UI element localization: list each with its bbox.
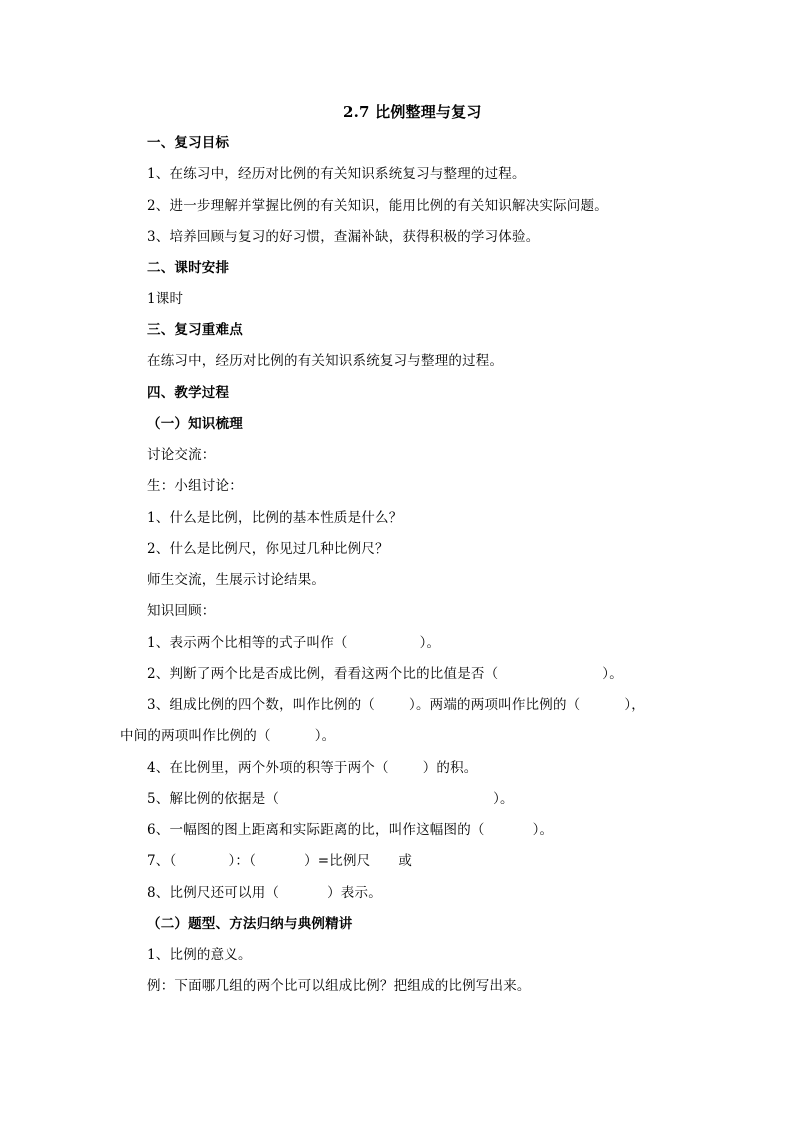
fill-text: ）， bbox=[624, 697, 646, 713]
goal-item: 2、进一步理解并掌握比例的有关知识，能用比例的有关知识解决实际问题。 bbox=[147, 198, 608, 214]
fill-text: ）。 bbox=[532, 822, 554, 838]
fill-item-3 bbox=[147, 696, 645, 714]
fill-text: 3、组成比例的四个数，叫作比例的（ bbox=[147, 697, 375, 713]
fill-text: ）。 bbox=[602, 666, 623, 682]
section-heading-process: 四、教学过程 bbox=[147, 385, 230, 401]
fill-item-4 bbox=[147, 759, 478, 777]
fill-item-3-continued bbox=[120, 727, 335, 745]
fill-text: ）。 bbox=[493, 791, 514, 807]
example-text: 例：下面哪几组的两个比可以组成比例？把组成的比例写出来。 bbox=[147, 978, 531, 994]
fill-text: ）。 bbox=[419, 635, 441, 651]
fill-item-8 bbox=[147, 884, 382, 902]
fill-text: ）：（ bbox=[228, 853, 257, 869]
fill-text: ）的积。 bbox=[422, 760, 478, 776]
hours-text: 1课时 bbox=[147, 291, 184, 307]
paragraph: 1、比例的意义。 bbox=[147, 947, 252, 963]
paragraph: 讨论交流： bbox=[147, 447, 216, 463]
fill-item-2 bbox=[147, 665, 623, 683]
paragraph: 知识回顾： bbox=[147, 603, 216, 619]
section-heading-goals: 一、复习目标 bbox=[147, 135, 230, 151]
doc-title: 2.7 比例整理与复习 bbox=[343, 103, 482, 121]
keypoint-text: 在练习中，经历对比例的有关知识系统复习与整理的过程。 bbox=[147, 353, 504, 369]
fill-text: 1、表示两个比相等的式子叫作（ bbox=[147, 635, 348, 651]
fill-item-1 bbox=[147, 634, 440, 652]
goal-item: 1、在练习中，经历对比例的有关知识系统复习与整理的过程。 bbox=[147, 166, 526, 182]
section-heading-keypoints: 三、复习重难点 bbox=[147, 322, 243, 338]
goal-item: 3、培养回顾与复习的好习惯，查漏补缺，获得积极的学习体验。 bbox=[147, 229, 540, 245]
subsection-heading-methods: （二）题型、方法归纳与典例精讲 bbox=[147, 916, 353, 932]
fill-item-5 bbox=[147, 790, 514, 808]
fill-text: 7、（ bbox=[147, 853, 177, 869]
paragraph: 师生交流，生展示讨论结果。 bbox=[147, 572, 326, 588]
fill-text: 4、在比例里，两个外项的积等于两个（ bbox=[147, 760, 389, 776]
fill-text: ）=比例尺 bbox=[304, 853, 371, 869]
fill-text: ）表示。 bbox=[327, 885, 382, 901]
section-heading-hours: 二、课时安排 bbox=[147, 260, 230, 276]
subsection-heading-knowledge: （一）知识梳理 bbox=[147, 416, 243, 432]
fill-item-6 bbox=[147, 821, 553, 839]
fill-text: 2、判断了两个比是否成比例，看看这两个比的比值是否（ bbox=[147, 666, 499, 682]
paragraph: 生：小组讨论： bbox=[147, 478, 243, 494]
question-item: 2、什么是比例尺，你见过几种比例尺？ bbox=[147, 541, 389, 557]
fill-text: 中间的两项叫作比例的（ bbox=[120, 728, 271, 744]
fill-text: 6、一幅图的图上距离和实际距离的比，叫作这幅图的（ bbox=[147, 822, 485, 838]
fill-item-7 bbox=[147, 852, 412, 870]
fill-text: 5、解比例的依据是（ bbox=[147, 791, 280, 807]
fill-text: 或 bbox=[398, 853, 413, 869]
fill-text: ）。两端的两项叫作比例的（ bbox=[409, 697, 581, 713]
question-item: 1、什么是比例，比例的基本性质是什么？ bbox=[147, 510, 403, 526]
fill-text: 8、比例尺还可以用（ bbox=[147, 885, 280, 901]
fill-text: ）。 bbox=[314, 728, 336, 744]
